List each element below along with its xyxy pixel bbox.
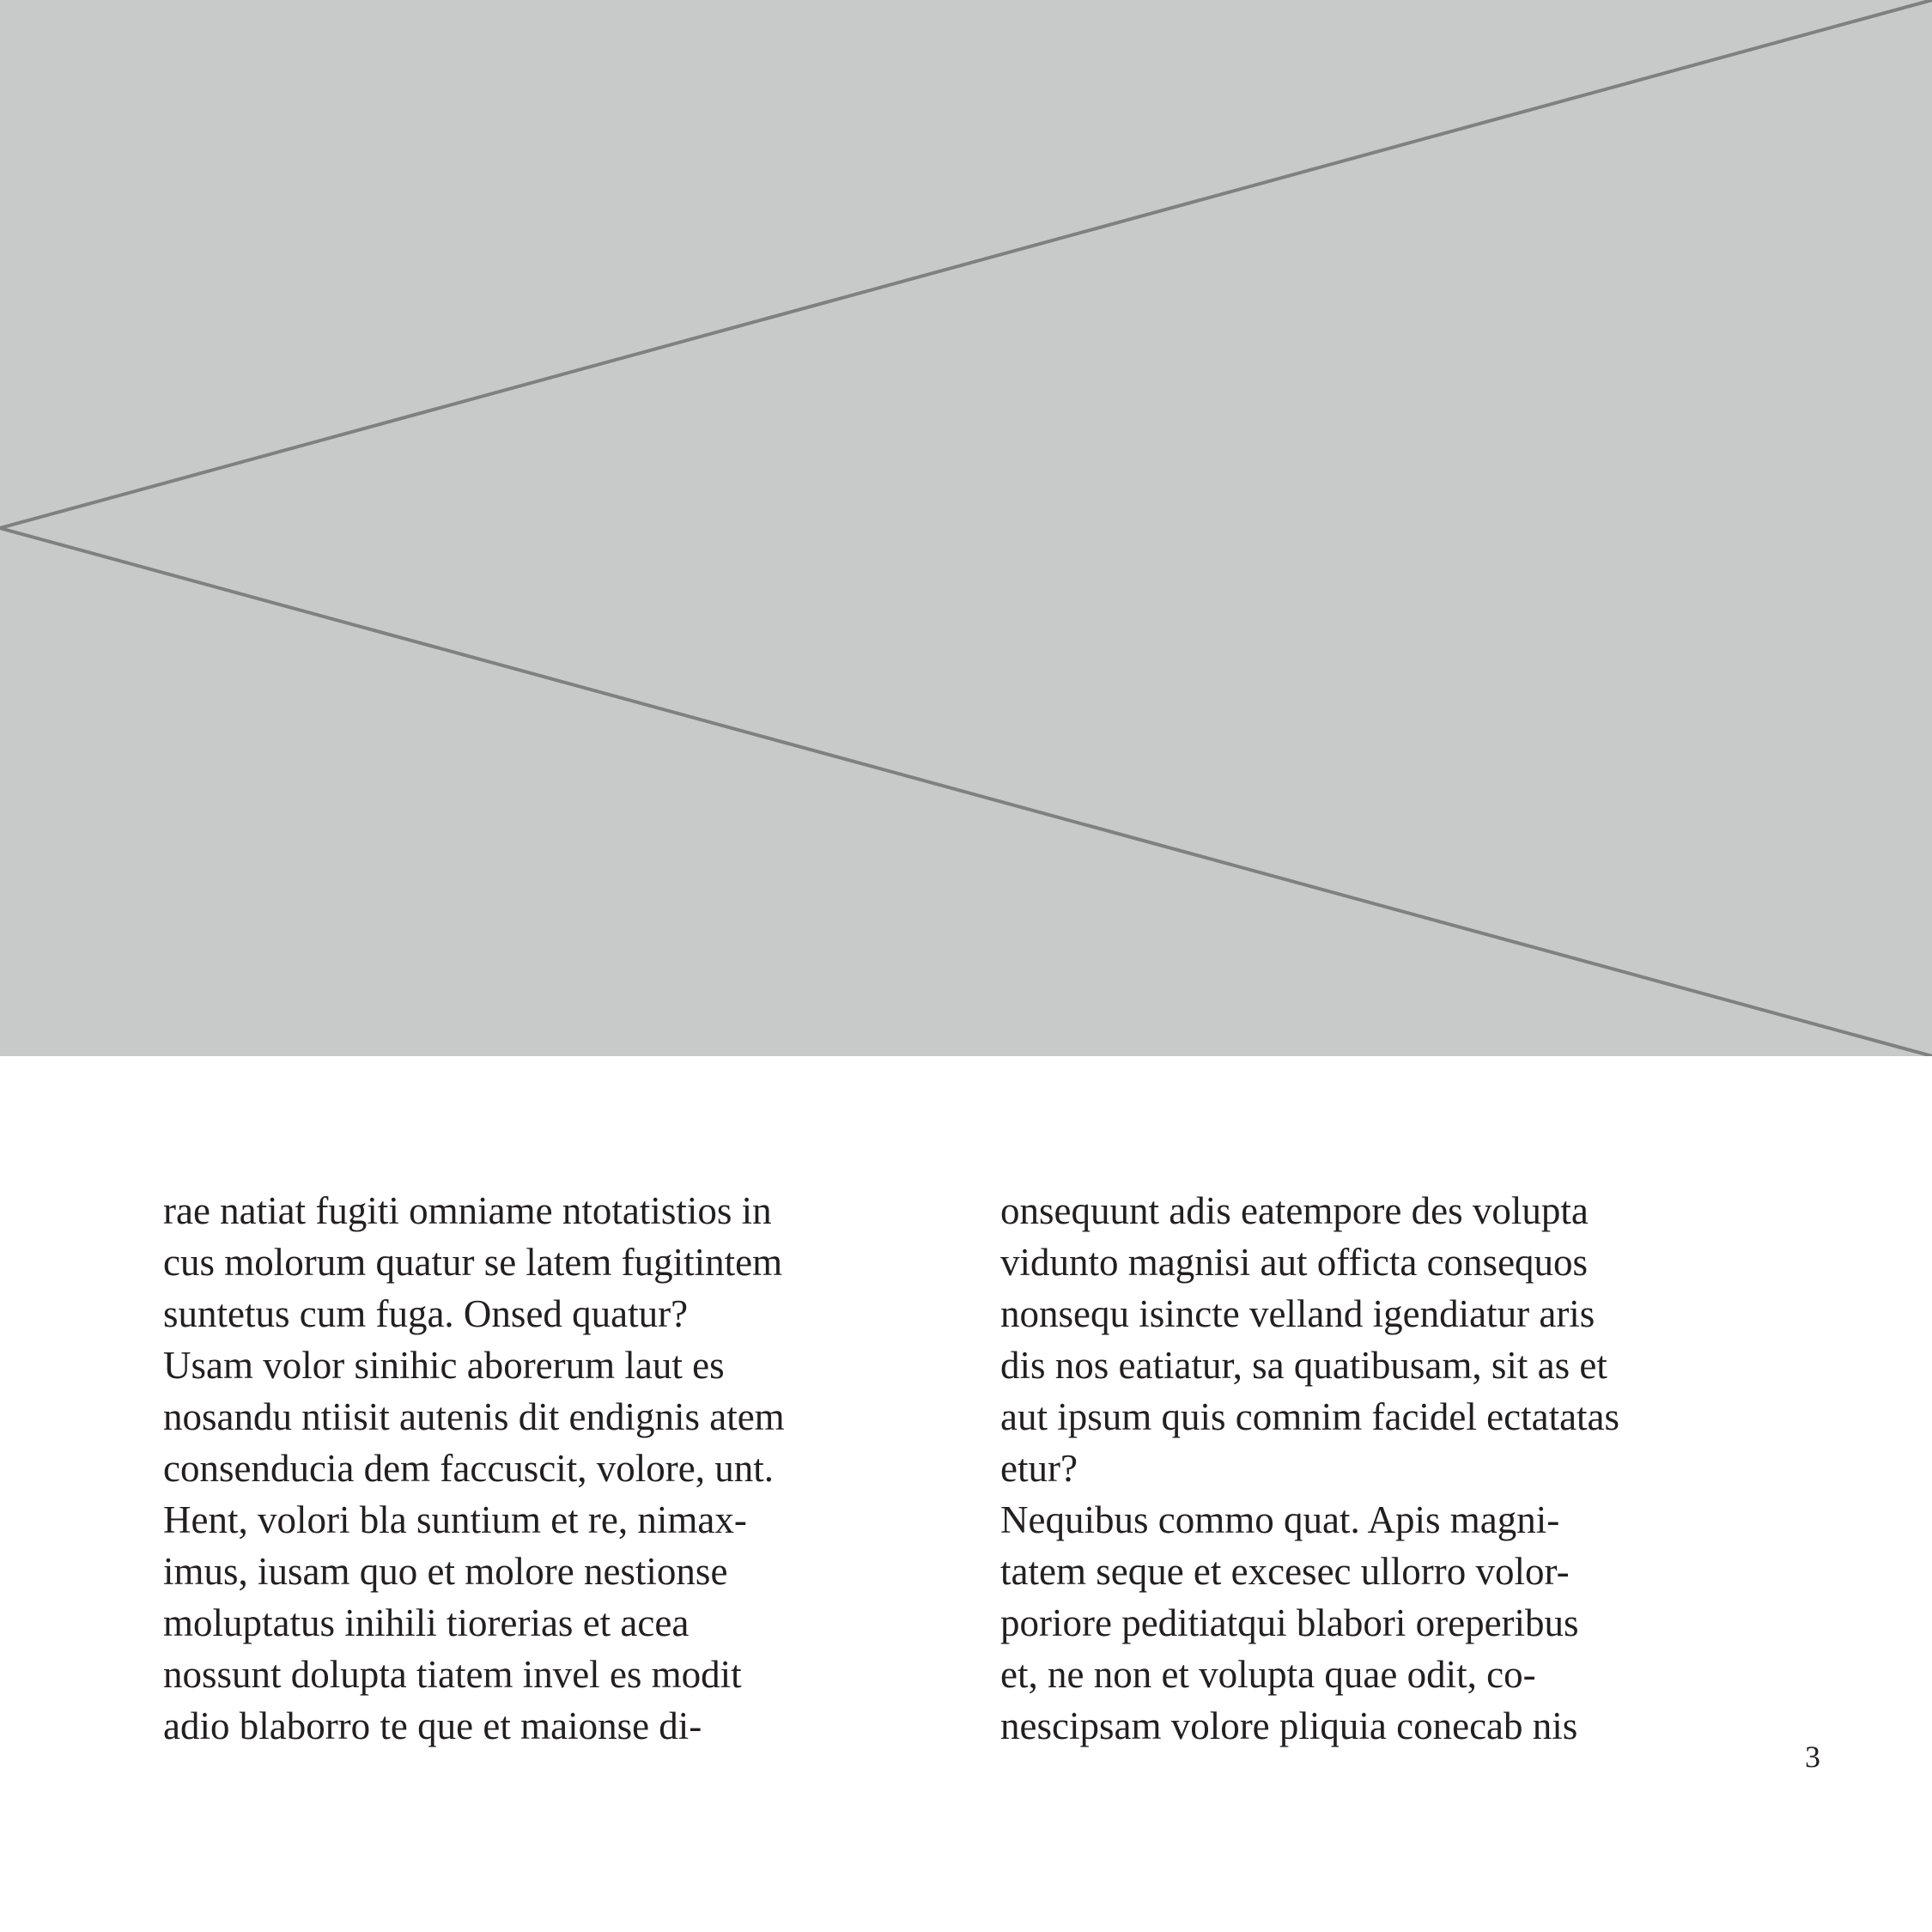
body-text-line: tatem seque et excesec ullorro volor- (1000, 1550, 1570, 1593)
body-text-line: suntetus cum fuga. Onsed quatur? (163, 1292, 689, 1335)
body-text-line: vidunto magnisi aut officta consequos (1000, 1241, 1589, 1284)
body-text-line: nescipsam volore pliquia conecab nis (1000, 1704, 1578, 1747)
body-text-line: nosandu ntiisit autenis dit endignis atem (163, 1395, 785, 1438)
page-number: 3 (1805, 1740, 1820, 1774)
body-text-line: onsequunt adis eatempore des volupta (1000, 1189, 1589, 1232)
body-text-line: imus, iusam quo et molore nestionse (163, 1550, 728, 1593)
body-text-line: rae natiat fugiti omniame ntotatistios in (163, 1189, 772, 1232)
body-text-line: moluptatus inihili tiorerias et acea (163, 1601, 690, 1644)
body-text-line: nonsequ isincte velland igendiatur aris (1000, 1292, 1595, 1335)
body-text-line: etur? (1000, 1447, 1078, 1490)
body-text-line: cus molorum quatur se latem fugitintem (163, 1241, 783, 1284)
body-text-line: aut ipsum quis comnim facidel ectatatas (1000, 1395, 1620, 1438)
body-text-line: et, ne non et volupta quae odit, co- (1000, 1653, 1536, 1696)
body-text-line: adio blaborro te que et maionse di- (163, 1704, 702, 1747)
body-text-line: nossunt dolupta tiatem invel es modit (163, 1653, 742, 1696)
body-text-line: consenducia dem faccuscit, volore, unt. (163, 1447, 774, 1490)
body-text-line: Hent, volori bla suntium et re, nimax- (163, 1498, 747, 1541)
body-text-line: Usam volor sinihic aborerum laut es (163, 1344, 725, 1387)
text-column-right (1000, 1185, 1773, 1752)
body-text-line: dis nos eatiatur, sa quatibusam, sit as et (1000, 1344, 1607, 1387)
text-column-left (163, 1185, 919, 1752)
body-text-line: poriore peditiatqui blabori oreperibus (1000, 1601, 1579, 1644)
body-text-line: Nequibus commo quat. Apis magni- (1000, 1498, 1560, 1541)
